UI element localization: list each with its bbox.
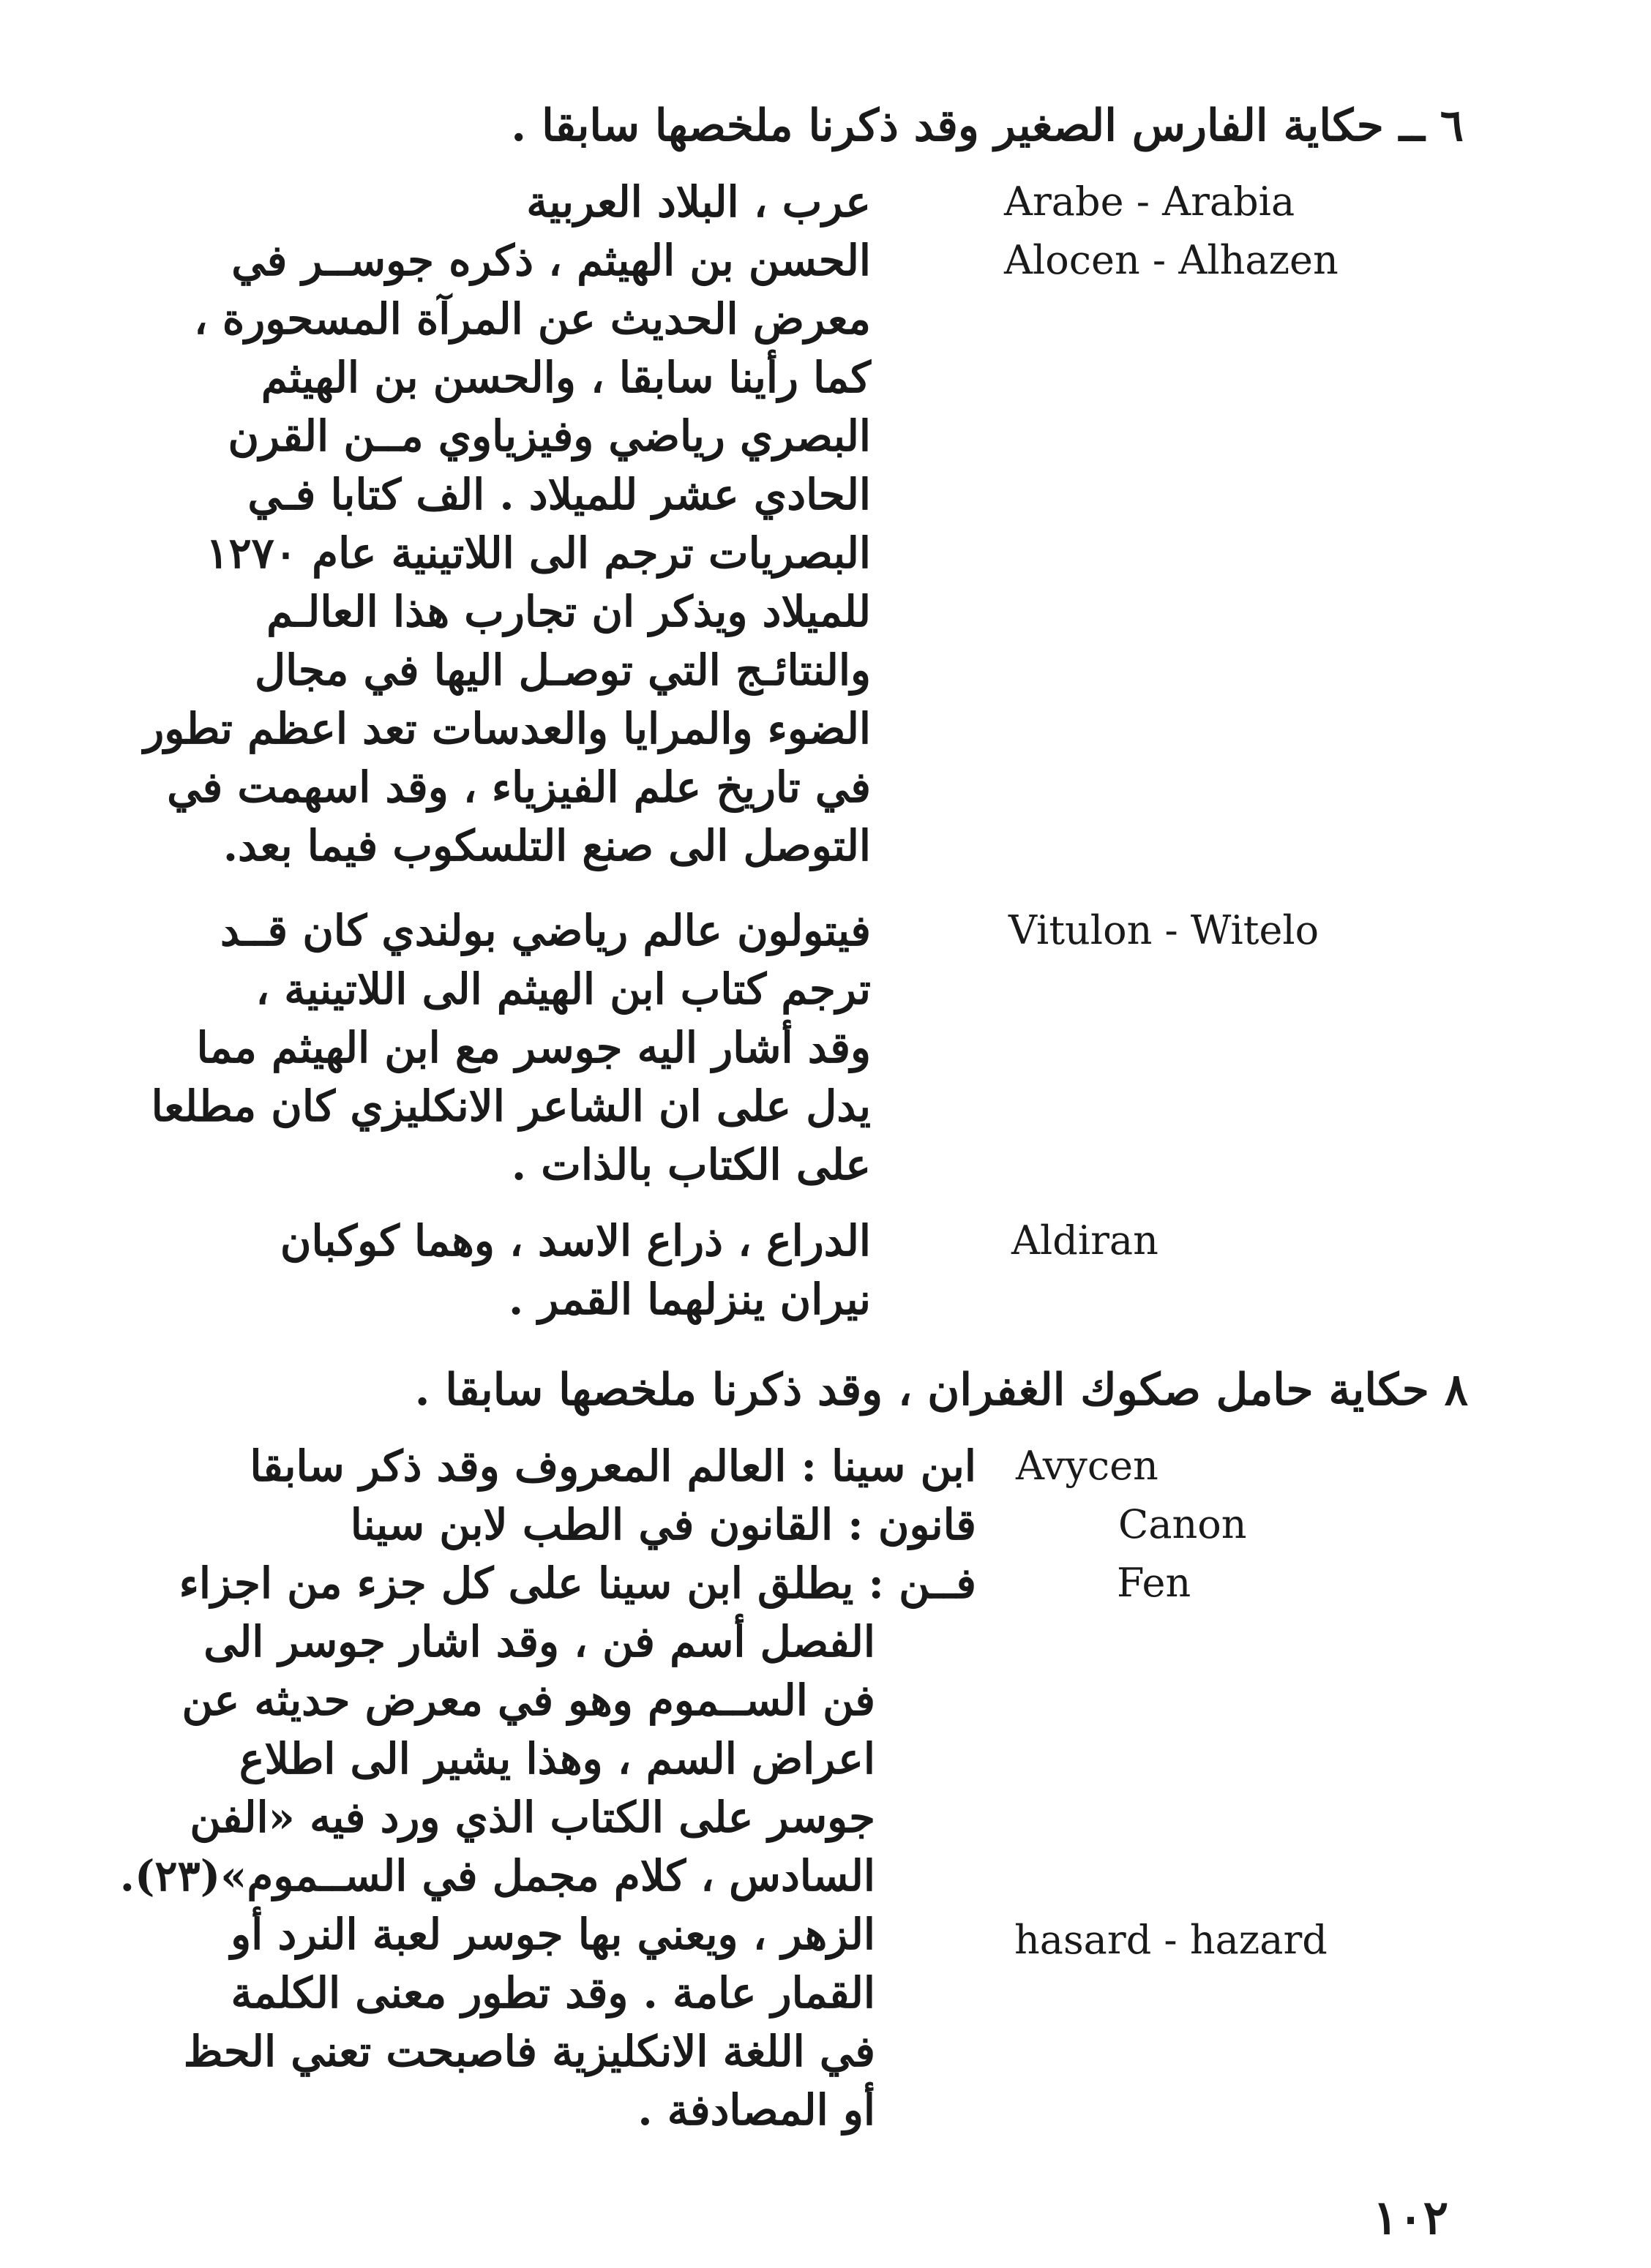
definition-line: على الكتاب بالذات .	[511, 1140, 871, 1190]
definition-line: جوسر على الكتاب الذي ورد فيه «الفن	[190, 1792, 875, 1842]
definition-line: فيتولون عالم رياضي بولندي كان قــد	[220, 906, 871, 955]
definition-line: القمار عامة . وقد تطور معنى الكلمة	[231, 1968, 875, 2018]
section-heading-6: ٦ ــ حكاية الفارس الصغير وقد ذكرنا ملخصها سابقا .	[511, 100, 1464, 151]
term-alocen: Alocen - Alhazen	[1004, 237, 1339, 283]
term-arabe: Arabe - Arabia	[1004, 179, 1295, 225]
term-fen: Fen	[1117, 1560, 1191, 1606]
term-vitulon: Vitulon - Witelo	[1008, 907, 1319, 953]
definition-line: قانون : القانون في الطب لابن سينا	[350, 1500, 976, 1550]
definition-fen	[179, 1554, 976, 1612]
definition-line: الحادي عشر للميلاد . الف كتابا فـي	[247, 470, 871, 519]
definition-line: في تاريخ علم الفيزياء ، وقد اسهمت في	[167, 762, 871, 812]
definition-line: الفصل أسم فن ، وقد اشار جوسر الى	[203, 1617, 875, 1667]
term-hasard: hasard - hazard	[1014, 1917, 1328, 1963]
definition-line: الزهر ، ويعني بها جوسر لعبة النرد أو	[231, 1910, 875, 1959]
definition-alocen	[143, 231, 871, 875]
definition-aldiran	[280, 1212, 871, 1329]
definition-vitulon	[151, 901, 871, 1194]
term-aldiran: Aldiran	[1011, 1217, 1158, 1263]
definition-line: ابن سينا : العالم المعروف وقد ذكر سابقا	[250, 1441, 976, 1491]
definition-line: معرض الحديث عن المرآة المسحورة ،	[193, 294, 871, 344]
definition-arabe	[526, 173, 871, 231]
definition-fen-continued	[120, 1612, 875, 2139]
definition-line: الحسن بن الهيثم ، ذكره جوســر في	[231, 236, 871, 285]
definition-line: السادس ، كلام مجمل في الســموم»(٢٣).	[119, 1851, 875, 1901]
definition-line: أو المصادفة .	[637, 2085, 875, 2135]
definition-line: ترجم كتاب ابن الهيثم الى اللاتينية ،	[255, 964, 871, 1014]
section-heading-8: ٨ حكاية حامل صكوك الغفران ، وقد ذكرنا ملخصها سابقا .	[414, 1364, 1468, 1416]
term-avycen: Avycen	[1016, 1443, 1158, 1489]
definition-line: الضوء والمرايا والعدسات تعد اعظم تطور	[143, 704, 871, 754]
definition-line: فــن : يطلق ابن سينا على كل جزء من اجزاء	[179, 1558, 976, 1608]
page-number: ١٠٢	[1373, 2190, 1449, 2245]
definition-line: والنتائـج التي توصـل اليها في مجال	[255, 645, 871, 695]
definition-line: للميلاد ويذكر ان تجارب هذا العالـم	[266, 587, 871, 637]
term-canon: Canon	[1118, 1501, 1247, 1547]
definition-line: البصري رياضي وفيزياوي مــن القرن	[228, 411, 871, 461]
definition-avycen	[250, 1437, 976, 1495]
definition-line: البصريات ترجم الى اللاتينية عام ١٢٧٠	[206, 528, 871, 578]
definition-line: الدراع ، ذراع الاسد ، وهما كوكبان	[280, 1216, 871, 1266]
definition-line: فن الســموم وهو في معرض حديثه عن	[181, 1675, 875, 1725]
definition-line: عرب ، البلاد العربية	[526, 177, 871, 227]
definition-line: يدل على ان الشاعر الانكليزي كان مطلعا	[151, 1081, 871, 1131]
definition-line: نيران ينزلهما القمر .	[508, 1274, 871, 1324]
definition-line: وقد أشار اليه جوسر مع ابن الهيثم مما	[196, 1023, 871, 1073]
definition-line: اعراض السم ، وهذا يشير الى اطلاع	[239, 1734, 875, 1784]
definition-canon	[351, 1495, 976, 1554]
definition-line: كما رأينا سابقا ، والحسن بن الهيثم	[261, 353, 871, 402]
definition-line: التوصل الى صنع التلسكوب فيما بعد.	[222, 821, 871, 871]
definition-line: في اللغة الانكليزية فاصبحت تعني الحظ	[183, 2027, 875, 2076]
